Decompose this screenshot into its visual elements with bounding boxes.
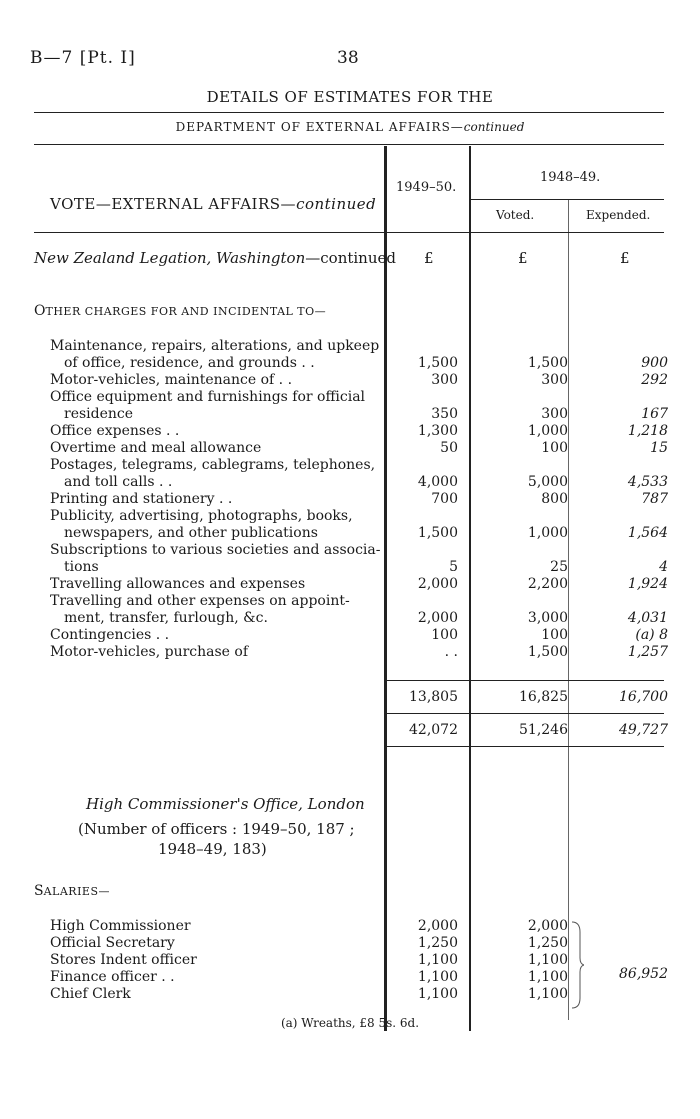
expense-line-label: tions <box>64 559 99 575</box>
expense-line-label: Office equipment and furnishings for official <box>50 389 366 405</box>
salaries-rest: ALARIES— <box>43 885 110 898</box>
salary-row-label: Finance officer . . <box>50 969 175 985</box>
column-divider-3 <box>568 200 569 1020</box>
expense-value-c3: 900 <box>641 355 668 371</box>
expense-value-c3: 4 <box>659 559 668 575</box>
expense-line-label: Travelling and other expenses on appoint- <box>50 593 350 609</box>
expense-line-label: Printing and stationery . . <box>50 491 233 507</box>
subtitle-continued: continued <box>463 120 525 134</box>
salary-value-c2: 2,000 <box>527 918 568 934</box>
expense-line-label: Motor-vehicles, purchase of <box>50 644 249 660</box>
currency-expended: £ <box>620 249 630 267</box>
expense-line-label: Travelling allowances and expenses <box>50 576 306 592</box>
salary-value-c1: 1,100 <box>417 952 458 968</box>
page-reference: B—7 [Pt. I] <box>30 48 136 68</box>
page-number: 38 <box>337 48 359 68</box>
expense-value-c1: 350 <box>431 406 458 422</box>
expense-line-label: ment, transfer, furlough, &c. <box>64 610 268 626</box>
vote-continued: continued <box>296 195 377 213</box>
expense-value-c2: 300 <box>541 406 568 422</box>
salary-row-label: Stores Indent officer <box>50 952 197 968</box>
expense-value-c1: 50 <box>440 440 458 456</box>
expense-value-c1: 5 <box>449 559 458 575</box>
expense-value-c2: 800 <box>541 491 568 507</box>
salary-value-c2: 1,250 <box>527 935 568 951</box>
salary-row-label: Chief Clerk <box>50 986 131 1002</box>
expense-line-label: of office, residence, and grounds . . <box>64 355 315 371</box>
expense-value-c3: 4,031 <box>627 610 668 626</box>
high-commissioner-heading <box>86 795 365 813</box>
expense-value-c3: 1,218 <box>627 423 668 439</box>
salary-value-c2: 1,100 <box>527 986 568 1002</box>
salary-row-label: High Commissioner <box>50 918 191 934</box>
other-charges-rest: THER CHARGES FOR AND INCIDENTAL TO— <box>45 305 327 318</box>
expense-line-label: Office expenses . . <box>50 423 180 439</box>
salaries-heading <box>34 880 110 899</box>
expense-value-c3: 167 <box>641 406 668 422</box>
salary-value-c2: 1,100 <box>527 969 568 985</box>
vote-text: VOTE—EXTERNAL AFFAIRS— <box>50 195 297 213</box>
expense-value-c2: 300 <box>541 372 568 388</box>
col-previous-year: 1948–49. <box>540 170 601 185</box>
col-expended: Expended. <box>586 208 651 222</box>
footnote: (a) Wreaths, £8 5s. 6d. <box>280 1016 420 1030</box>
salary-value-c1: 1,100 <box>417 986 458 1002</box>
expense-line-label: Publicity, advertising, photographs, books, <box>50 508 353 524</box>
expense-value-c3: 1,564 <box>627 525 668 541</box>
expense-line-label: Subscriptions to various societies and associa- <box>50 542 381 558</box>
expense-value-c2: 1,500 <box>527 355 568 371</box>
subtotal-expended: 16,700 <box>619 689 668 705</box>
currency-voted: £ <box>518 249 528 267</box>
subtotal-current: 13,805 <box>409 689 458 705</box>
salaries-expended-total: 86,952 <box>619 966 668 982</box>
subtotal-rule <box>386 680 664 681</box>
officers-line-1: (Number of officers : 1949–50, 187 ; <box>78 820 355 838</box>
salary-value-c2: 1,100 <box>527 952 568 968</box>
salary-value-c1: 1,100 <box>417 969 458 985</box>
expense-value-c1: 4,000 <box>417 474 458 490</box>
total-rule-top <box>386 713 664 714</box>
head-rule-bottom <box>34 232 664 233</box>
other-charges-heading <box>34 300 326 319</box>
currency-current: £ <box>424 249 434 267</box>
expense-line-label: Postages, telegrams, cablegrams, telephones, <box>50 457 376 473</box>
expense-value-c1: . . <box>444 644 458 660</box>
expense-value-c3: 4,533 <box>627 474 668 490</box>
col-current-year: 1949–50. <box>396 180 457 195</box>
total-current: 42,072 <box>409 722 458 738</box>
salary-row-label: Official Secretary <box>50 935 175 951</box>
expense-value-c1: 2,000 <box>417 576 458 592</box>
legation-heading <box>34 249 396 267</box>
total-expended: 49,727 <box>619 722 668 738</box>
officers-line-2: 1948–49, 183) <box>158 840 267 858</box>
expense-line-label: newspapers, and other publications <box>64 525 318 541</box>
legation-heading-italic: New Zealand Legation, Washington <box>34 249 306 267</box>
expense-value-c2: 1,500 <box>527 644 568 660</box>
expense-line-label: Maintenance, repairs, alterations, and upkeep <box>50 338 380 354</box>
expense-value-c2: 25 <box>550 559 568 575</box>
expense-value-c3: 1,924 <box>627 576 668 592</box>
page-title: DETAILS OF ESTIMATES FOR THE <box>206 88 494 106</box>
subtitle-rule <box>34 144 664 145</box>
expense-line-label: Overtime and meal allowance <box>50 440 262 456</box>
salary-value-c1: 2,000 <box>417 918 458 934</box>
expense-value-c2: 100 <box>541 440 568 456</box>
expense-value-c1: 700 <box>431 491 458 507</box>
expense-line-label: Motor-vehicles, maintenance of . . <box>50 372 293 388</box>
salaries-initial: S <box>34 883 44 899</box>
expense-value-c1: 1,500 <box>417 355 458 371</box>
expense-value-c2: 1,000 <box>527 525 568 541</box>
expense-value-c1: 300 <box>431 372 458 388</box>
other-charges-initial: O <box>34 303 46 319</box>
expense-value-c2: 100 <box>541 627 568 643</box>
column-divider-1 <box>384 146 387 1031</box>
vote-heading <box>50 195 376 213</box>
head-rule-previous <box>470 199 664 200</box>
expense-line-label: and toll calls . . <box>64 474 173 490</box>
title-rule <box>34 112 664 113</box>
expense-value-c1: 1,300 <box>417 423 458 439</box>
expense-value-c3: 787 <box>641 491 668 507</box>
expense-value-c1: 1,500 <box>417 525 458 541</box>
expense-value-c3: 15 <box>650 440 668 456</box>
expense-value-c2: 3,000 <box>527 610 568 626</box>
legation-heading-rest: —continued <box>305 249 396 267</box>
salary-value-c1: 1,250 <box>417 935 458 951</box>
subtitle-text: DEPARTMENT OF EXTERNAL AFFAIRS— <box>175 120 464 134</box>
expense-line-label: Contingencies . . <box>50 627 170 643</box>
expense-value-c3: 1,257 <box>627 644 668 660</box>
high-commissioner-title: High Commissioner's Office, London <box>86 795 365 813</box>
col-voted: Voted. <box>496 208 535 222</box>
expense-value-c1: 2,000 <box>417 610 458 626</box>
total-voted: 51,246 <box>519 722 568 738</box>
page-subtitle <box>0 120 700 134</box>
expense-value-c2: 2,200 <box>527 576 568 592</box>
expense-value-c3: (a) 8 <box>635 627 668 643</box>
expense-value-c3: 292 <box>641 372 668 388</box>
brace-icon <box>570 920 584 1010</box>
expense-value-c2: 5,000 <box>527 474 568 490</box>
column-divider-2 <box>469 146 471 1031</box>
expense-value-c2: 1,000 <box>527 423 568 439</box>
expense-line-label: residence <box>64 406 134 422</box>
subtotal-voted: 16,825 <box>519 689 568 705</box>
expense-value-c1: 100 <box>431 627 458 643</box>
total-rule-bottom <box>386 746 664 747</box>
